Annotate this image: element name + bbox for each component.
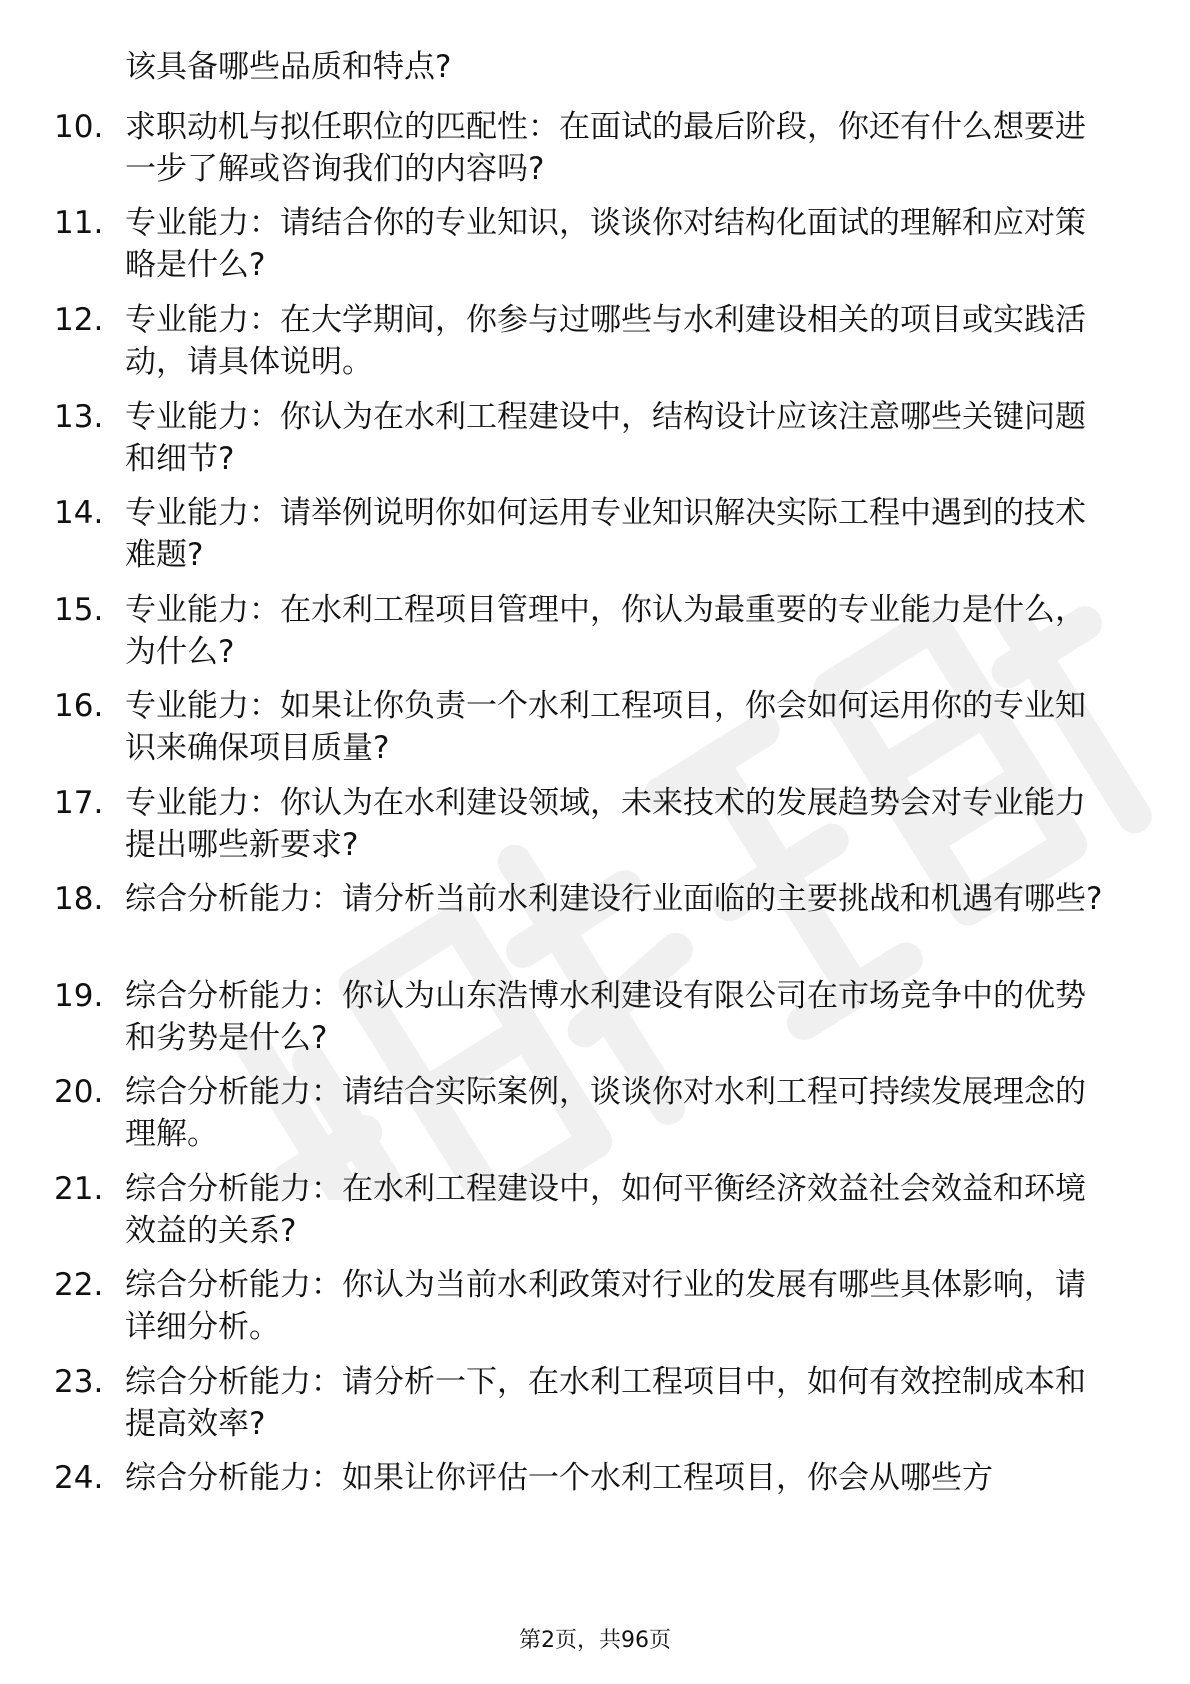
item-text: 专业能力：请举例说明你如何运用专业知识解决实际工程中遇到的技术难题? [125, 495, 1086, 573]
item-number: 14. [54, 495, 104, 531]
item-number: 19. [54, 978, 104, 1014]
item-text: 综合分析能力：请分析当前水利建设行业面临的主要挑战和机遇有哪些? [125, 881, 1103, 917]
item-number: 23. [54, 1364, 104, 1400]
item-text: 综合分析能力：请分析一下，在水利工程项目中，如何有效控制成本和提高效率? [125, 1364, 1086, 1442]
item-text: 专业能力：请结合你的专业知识，谈谈你对结构化面试的理解和应对策略是什么? [125, 205, 1086, 283]
item-text: 综合分析能力：你认为当前水利政策对行业的发展有哪些具体影响，请详细分析。 [125, 1267, 1086, 1345]
continued-question-text: 该具备哪些品质和特点? [125, 49, 452, 85]
item-number: 12. [54, 302, 104, 338]
item-text: 专业能力：如果让你负责一个水利工程项目，你会如何运用你的专业知识来确保项目质量? [125, 688, 1086, 766]
item-number: 17. [54, 785, 104, 821]
item-number: 22. [54, 1267, 104, 1303]
item-text: 专业能力：你认为在水利工程建设中，结构设计应该注意哪些关键问题和细节? [125, 399, 1086, 477]
item-number: 21. [54, 1171, 104, 1207]
item-number: 24. [54, 1460, 104, 1496]
item-text: 综合分析能力：请结合实际案例，谈谈你对水利工程可持续发展理念的理解。 [125, 1074, 1086, 1152]
item-text: 专业能力：你认为在水利建设领域，未来技术的发展趋势会对专业能力提出哪些新要求? [125, 785, 1086, 863]
item-number: 11. [54, 205, 104, 241]
item-number: 10. [54, 109, 104, 145]
item-number: 18. [54, 881, 104, 917]
item-text: 求职动机与拟任职位的匹配性：在面试的最后阶段，你还有什么想要进一步了解或咨询我们的内容吗? [125, 109, 1086, 187]
item-text: 专业能力：在大学期间，你参与过哪些与水利建设相关的项目或实践活动，请具体说明。 [125, 302, 1086, 380]
page-footer: 第2页，共96页 [519, 1628, 671, 1653]
item-number: 20. [54, 1074, 104, 1110]
item-text: 综合分析能力：如果让你评估一个水利工程项目，你会从哪些方 [125, 1460, 993, 1496]
item-text: 综合分析能力：你认为山东浩博水利建设有限公司在市场竞争中的优势和劣势是什么? [125, 978, 1086, 1056]
item-text: 综合分析能力：在水利工程建设中，如何平衡经济效益社会效益和环境效益的关系? [125, 1171, 1086, 1249]
item-number: 16. [54, 688, 104, 724]
item-number: 13. [54, 399, 104, 435]
item-text: 专业能力：在水利工程项目管理中，你认为最重要的专业能力是什么，为什么? [125, 592, 1086, 670]
item-number: 15. [54, 592, 104, 628]
